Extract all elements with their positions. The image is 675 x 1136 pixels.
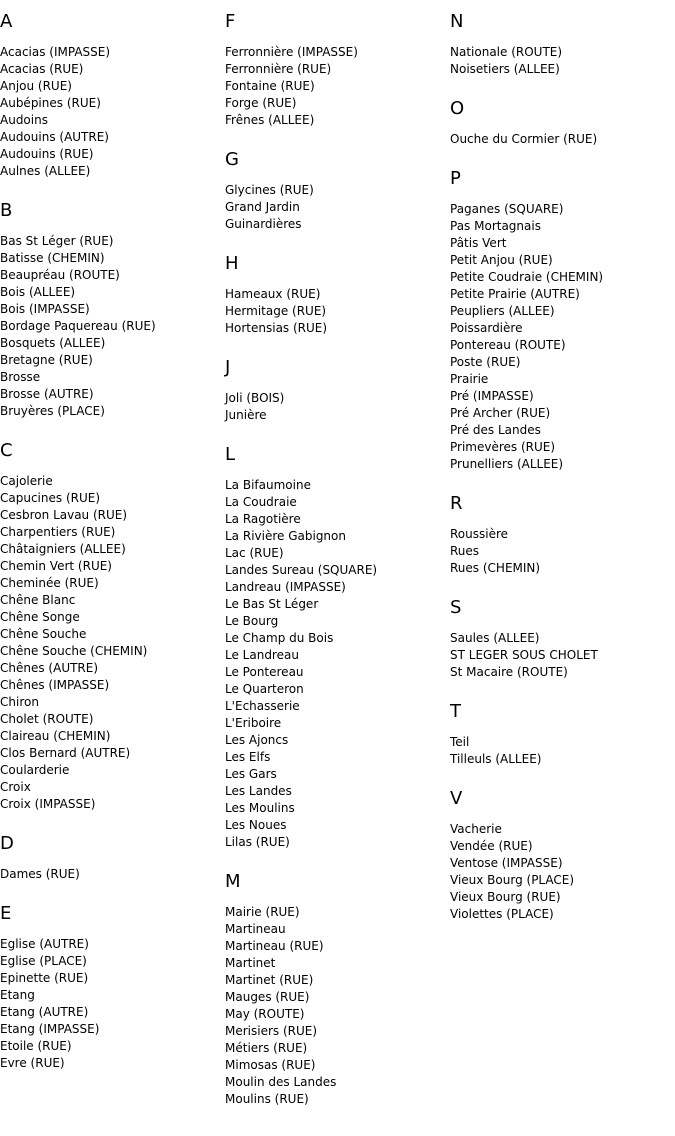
street-name: Le Pontereau [225, 665, 304, 679]
street-name: Bois (IMPASSE) [0, 302, 90, 316]
street-name: Primevères (RUE) [450, 440, 556, 454]
section-spacer [225, 233, 445, 253]
street-name: Martinet (RUE) [225, 973, 314, 987]
section-letter: N [450, 11, 464, 32]
section-letter: J [225, 357, 231, 378]
section-letter: V [450, 788, 463, 809]
street-name: Dames (RUE) [0, 867, 80, 881]
street-name: Petit Anjou (RUE) [450, 253, 553, 267]
street-name: Rues (CHEMIN) [450, 561, 541, 575]
street-name: Les Landes [225, 784, 292, 798]
street-name: Métiers (RUE) [225, 1041, 308, 1055]
street-name: Acacias (IMPASSE) [0, 45, 111, 59]
street-name: Saules (ALLEE) [450, 631, 540, 645]
street-list [225, 904, 445, 1108]
letter-section [0, 11, 220, 200]
street-list [225, 182, 445, 233]
street-name: Le Champ du Bois [225, 631, 334, 645]
letter-section [0, 200, 220, 440]
index-column [225, 11, 445, 1108]
street-name: Landreau (IMPASSE) [225, 580, 346, 594]
letter-section [225, 149, 445, 253]
street-name: Chemin Vert (RUE) [0, 559, 112, 573]
letter-section [450, 11, 670, 98]
street-list [0, 936, 220, 1072]
street-name: Brosse (AUTRE) [0, 387, 94, 401]
street-name: Landes Sureau (SQUARE) [225, 563, 378, 577]
street-name: Etang [0, 988, 35, 1002]
street-name: Hortensias (RUE) [225, 321, 328, 335]
street-name: Cesbron Lavau (RUE) [0, 508, 128, 522]
street-name: Audouins (AUTRE) [0, 130, 109, 144]
street-list [450, 734, 670, 768]
section-spacer [225, 337, 445, 357]
section-letter: B [0, 200, 13, 221]
street-name: Audouins (RUE) [0, 147, 94, 161]
street-name: Pré Archer (RUE) [450, 406, 551, 420]
street-name: Chênes (IMPASSE) [0, 678, 110, 692]
street-name: Chêne Blanc [0, 593, 76, 607]
street-name: Charpentiers (RUE) [0, 525, 116, 539]
section-letter: P [450, 168, 461, 189]
street-name: Vieux Bourg (PLACE) [450, 873, 575, 887]
street-list [450, 44, 670, 78]
street-name: Mairie (RUE) [225, 905, 300, 919]
street-name: Etang (IMPASSE) [0, 1022, 100, 1036]
street-name: Eglise (AUTRE) [0, 937, 89, 951]
section-spacer [225, 424, 445, 444]
street-name: Le Landreau [225, 648, 299, 662]
section-letter: L [225, 444, 236, 465]
street-list [0, 44, 220, 180]
street-name: Frênes (ALLEE) [225, 113, 315, 127]
street-name: Bretagne (RUE) [0, 353, 93, 367]
street-name: Le Bas St Léger [225, 597, 319, 611]
street-name: Châtaigniers (ALLEE) [0, 542, 126, 556]
section-letter: C [0, 440, 13, 461]
street-name: Les Elfs [225, 750, 271, 764]
street-name: Roussière [450, 527, 509, 541]
street-name: Chêne Souche (CHEMIN) [0, 644, 148, 658]
letter-section [450, 168, 670, 493]
section-letter: G [225, 149, 239, 170]
street-name: Aubépines (RUE) [0, 96, 101, 110]
street-name: Moulin des Landes [225, 1075, 337, 1089]
letter-section [450, 493, 670, 597]
street-name: Le Quarteron [225, 682, 304, 696]
street-name: Pâtis Vert [450, 236, 507, 250]
letter-section [225, 357, 445, 444]
street-name: Petite Coudraie (CHEMIN) [450, 270, 604, 284]
section-letter: S [450, 597, 462, 618]
street-name: May (ROUTE) [225, 1007, 305, 1021]
street-name: Peupliers (ALLEE) [450, 304, 555, 318]
section-spacer [225, 129, 445, 149]
street-name: Moulins (RUE) [225, 1092, 309, 1106]
section-spacer [0, 883, 220, 903]
street-name: Le Bourg [225, 614, 279, 628]
street-list [0, 473, 220, 813]
index-column [450, 11, 670, 923]
letter-section [225, 444, 445, 871]
street-name: Hermitage (RUE) [225, 304, 327, 318]
section-spacer [450, 577, 670, 597]
street-name: Vieux Bourg (RUE) [450, 890, 561, 904]
street-name: Etang (AUTRE) [0, 1005, 89, 1019]
section-spacer [450, 148, 670, 168]
street-name: St Macaire (ROUTE) [450, 665, 568, 679]
street-name: Violettes (PLACE) [450, 907, 554, 921]
street-name: Aulnes (ALLEE) [0, 164, 91, 178]
street-name: Fontaine (RUE) [225, 79, 315, 93]
street-name: Etoile (RUE) [0, 1039, 72, 1053]
street-name: Lilas (RUE) [225, 835, 290, 849]
street-name: Eglise (PLACE) [0, 954, 87, 968]
street-name: La Ragotière [225, 512, 301, 526]
letter-section [225, 871, 445, 1108]
section-letter: A [0, 11, 13, 32]
street-name: Pré (IMPASSE) [450, 389, 534, 403]
street-name: La Coudraie [225, 495, 297, 509]
section-spacer [0, 813, 220, 833]
street-name: Coularderie [0, 763, 70, 777]
letter-section [225, 11, 445, 149]
street-name: Beaupréau (ROUTE) [0, 268, 120, 282]
section-spacer [0, 180, 220, 200]
street-name: Prairie [450, 372, 489, 386]
street-name: Audoins [0, 113, 48, 127]
street-name: L'Echasserie [225, 699, 300, 713]
section-spacer [225, 851, 445, 871]
street-name: Ouche du Cormier (RUE) [450, 132, 598, 146]
street-name: Pas Mortagnais [450, 219, 541, 233]
street-name: Martineau (RUE) [225, 939, 324, 953]
section-letter: M [225, 871, 241, 892]
street-name: Chêne Songe [0, 610, 80, 624]
street-name: Les Ajoncs [225, 733, 289, 747]
street-name: Pré des Landes [450, 423, 541, 437]
street-name: ST LEGER SOUS CHOLET [450, 648, 598, 662]
street-name: Bordage Paquereau (RUE) [0, 319, 156, 333]
street-name: Joli (BOIS) [225, 391, 285, 405]
street-name: Martinet [225, 956, 276, 970]
street-name: Junière [225, 408, 267, 422]
street-name: L'Eriboire [225, 716, 282, 730]
street-list [225, 477, 445, 851]
street-list [450, 201, 670, 473]
street-name: Cholet (ROUTE) [0, 712, 94, 726]
street-name: Ventose (IMPASSE) [450, 856, 563, 870]
street-name: Croix (IMPASSE) [0, 797, 96, 811]
street-name: La Rivière Gabignon [225, 529, 346, 543]
letter-section [0, 440, 220, 833]
street-name: Nationale (ROUTE) [450, 45, 563, 59]
section-spacer [450, 681, 670, 701]
section-spacer [450, 78, 670, 98]
street-name: Mimosas (RUE) [225, 1058, 316, 1072]
street-name: Pontereau (ROUTE) [450, 338, 566, 352]
street-name: Cajolerie [0, 474, 53, 488]
street-name: Clos Bernard (AUTRE) [0, 746, 131, 760]
street-name: Chiron [0, 695, 39, 709]
street-name: Lac (RUE) [225, 546, 284, 560]
street-name: Ferronnière (RUE) [225, 62, 332, 76]
street-name: Chêne Souche [0, 627, 87, 641]
street-name: Poste (RUE) [450, 355, 521, 369]
street-name: Paganes (SQUARE) [450, 202, 564, 216]
street-name: Brosse [0, 370, 41, 384]
street-list [450, 821, 670, 923]
section-letter: D [0, 833, 14, 854]
street-name: Mauges (RUE) [225, 990, 310, 1004]
street-name: La Bifaumoine [225, 478, 311, 492]
street-list [225, 286, 445, 337]
street-name: Guinardières [225, 217, 302, 231]
street-list [0, 233, 220, 420]
street-list [0, 866, 220, 883]
street-name: Noisetiers (ALLEE) [450, 62, 560, 76]
street-name: Merisiers (RUE) [225, 1024, 318, 1038]
street-name: Les Gars [225, 767, 277, 781]
section-spacer [450, 768, 670, 788]
letter-section [450, 597, 670, 701]
street-name: Vendée (RUE) [450, 839, 533, 853]
street-name: Bois (ALLEE) [0, 285, 76, 299]
street-list [450, 630, 670, 681]
street-name: Les Noues [225, 818, 287, 832]
street-name: Capucines (RUE) [0, 491, 101, 505]
street-name: Bosquets (ALLEE) [0, 336, 106, 350]
street-name: Rues [450, 544, 480, 558]
street-name: Ferronnière (IMPASSE) [225, 45, 358, 59]
street-list [225, 44, 445, 129]
section-letter: R [450, 493, 463, 514]
street-name: Bas St Léger (RUE) [0, 234, 114, 248]
street-name: Claireau (CHEMIN) [0, 729, 111, 743]
letter-section [450, 701, 670, 788]
street-name: Batisse (CHEMIN) [0, 251, 105, 265]
street-name: Hameaux (RUE) [225, 287, 321, 301]
street-name: Forge (RUE) [225, 96, 297, 110]
letter-section [0, 903, 220, 1072]
letter-section [450, 788, 670, 923]
letter-section [0, 833, 220, 903]
street-list [225, 390, 445, 424]
street-name: Epinette (RUE) [0, 971, 89, 985]
index-column [0, 11, 220, 1072]
street-name: Les Moulins [225, 801, 295, 815]
letter-section [225, 253, 445, 357]
street-name: Poissardière [450, 321, 523, 335]
street-name: Evre (RUE) [0, 1056, 65, 1070]
street-name: Teil [450, 735, 470, 749]
street-name: Anjou (RUE) [0, 79, 72, 93]
street-name: Prunelliers (ALLEE) [450, 457, 564, 471]
street-name: Vacherie [450, 822, 502, 836]
section-letter: T [450, 701, 461, 722]
street-name: Martineau [225, 922, 286, 936]
street-name: Bruyères (PLACE) [0, 404, 105, 418]
street-name: Glycines (RUE) [225, 183, 314, 197]
street-name: Cheminée (RUE) [0, 576, 99, 590]
street-name: Grand Jardin [225, 200, 300, 214]
section-letter: O [450, 98, 465, 119]
street-name: Tilleuls (ALLEE) [450, 752, 542, 766]
street-name: Petite Prairie (AUTRE) [450, 287, 580, 301]
street-list [450, 131, 670, 148]
section-letter: F [225, 11, 236, 32]
letter-section [450, 98, 670, 168]
street-name: Croix [0, 780, 31, 794]
section-spacer [450, 473, 670, 493]
street-name: Chênes (AUTRE) [0, 661, 99, 675]
section-letter: H [225, 253, 239, 274]
section-spacer [0, 420, 220, 440]
section-letter: E [0, 903, 12, 924]
street-list [450, 526, 670, 577]
street-name: Acacias (RUE) [0, 62, 84, 76]
